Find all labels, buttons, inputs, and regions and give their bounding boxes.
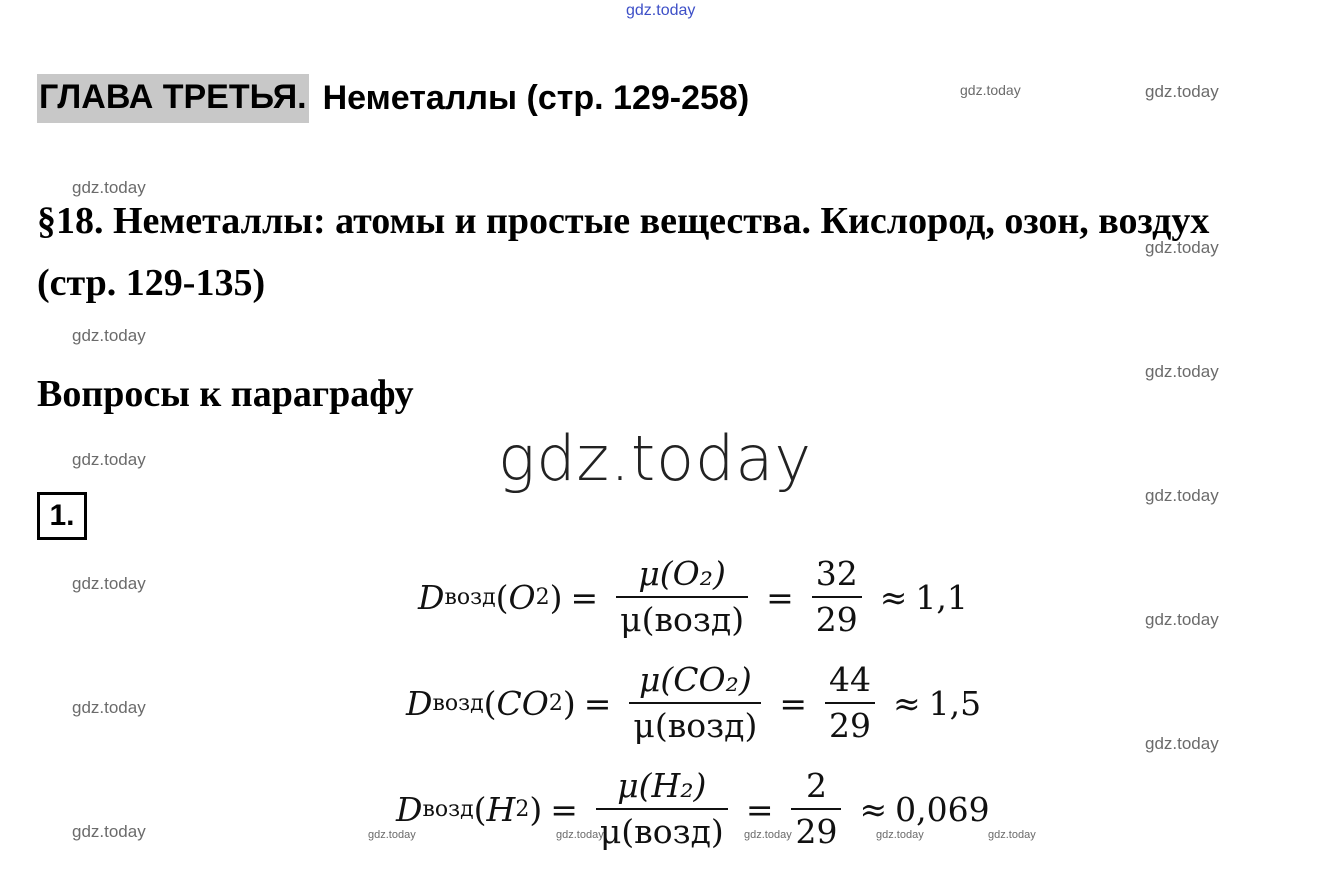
molar-mass-fraction (596, 764, 728, 854)
formula-paren: ( (495, 577, 509, 617)
formula-result: 1,5 (928, 683, 982, 723)
watermark: gdz.today (72, 450, 146, 469)
equals-sign: = (779, 683, 807, 723)
formula-subscript: возд (444, 584, 496, 610)
value-fraction (791, 764, 841, 854)
fraction-numerator: 44 (829, 660, 871, 699)
equals-sign: = (766, 577, 794, 617)
formula-argument-subscript: 2 (548, 690, 563, 716)
watermark: gdz.today (1145, 486, 1219, 505)
molar-mass-fraction (629, 658, 761, 748)
watermark: gdz.today (72, 698, 146, 717)
approx-sign: ≈ (879, 577, 908, 617)
chapter-heading (37, 70, 749, 126)
watermark: gdz.today (556, 829, 604, 841)
fraction-numerator: μ(CO₂) (638, 660, 752, 699)
fraction-denominator: μ(возд) (620, 600, 745, 639)
formula-h2 (396, 764, 990, 854)
formula-subscript: возд (432, 690, 484, 716)
formula-argument-subscript: 2 (535, 584, 550, 610)
fraction-numerator: μ(O₂) (638, 554, 726, 593)
watermark: gdz.today (368, 829, 416, 841)
paragraph-title: §18. Неметаллы: атомы и простые вещества. Кислород, озон, воздух (стр. 129-135) (37, 200, 1210, 304)
watermark: gdz.today (72, 326, 146, 345)
fraction-denominator: μ(возд) (633, 706, 758, 745)
formula-argument: CO (496, 683, 549, 723)
watermark: gdz.today (876, 829, 924, 841)
formula-argument: H (486, 789, 516, 829)
watermark: gdz.today (988, 829, 1036, 841)
formula-argument-subscript: 2 (515, 796, 530, 822)
formula-symbol: D (406, 683, 433, 723)
formula-symbol: D (396, 789, 423, 829)
equals-sign: = (570, 577, 599, 617)
formula-result: 0,069 (895, 789, 990, 829)
formula-paren: ( (473, 789, 487, 829)
formula-paren: ) (529, 789, 543, 829)
formula-result: 1,1 (915, 577, 968, 617)
value-fraction (812, 552, 862, 642)
formula-co2 (406, 658, 981, 748)
equals-sign: = (550, 789, 578, 829)
fraction-numerator: 2 (805, 766, 827, 805)
fraction-numerator: 32 (815, 554, 858, 593)
formula-paren: ( (483, 683, 497, 723)
equals-sign: = (583, 683, 612, 723)
molar-mass-fraction (616, 552, 748, 642)
approx-sign: ≈ (859, 789, 888, 829)
watermark: gdz.today (1145, 362, 1219, 381)
watermark: gdz.today (1145, 734, 1219, 753)
approx-sign: ≈ (893, 683, 921, 723)
equals-sign: = (745, 789, 774, 829)
formula-o2 (418, 552, 968, 642)
watermark: gdz.today (1145, 238, 1219, 257)
watermark: gdz.today (1145, 82, 1219, 101)
formula-paren: ) (562, 683, 576, 723)
watermark-top: gdz.today (626, 2, 696, 19)
fraction-denominator: 29 (815, 600, 858, 639)
section-title: Вопросы к параграфу (37, 373, 414, 415)
formula-paren: ) (549, 577, 563, 617)
fraction-denominator: μ(возд) (599, 812, 724, 851)
formula-argument: O (508, 577, 536, 617)
watermark-large: gdz.today (498, 422, 813, 495)
chapter-label: ГЛАВА ТРЕТЬЯ. (37, 74, 309, 123)
value-fraction (825, 658, 875, 748)
fraction-denominator: 29 (795, 812, 838, 851)
watermark: gdz.today (1145, 610, 1219, 629)
watermark: gdz.today (744, 829, 792, 841)
watermark: gdz.today (72, 178, 146, 197)
fraction-numerator: μ(H₂) (617, 766, 707, 805)
formula-subscript: возд (422, 796, 474, 822)
watermark: gdz.today (72, 574, 146, 593)
formula-symbol: D (418, 577, 445, 617)
chapter-title: Неметаллы (стр. 129-258) (322, 78, 750, 117)
question-number: 1. (37, 492, 87, 540)
watermark: gdz.today (960, 82, 1021, 98)
fraction-denominator: 29 (829, 706, 871, 745)
watermark: gdz.today (72, 822, 146, 841)
